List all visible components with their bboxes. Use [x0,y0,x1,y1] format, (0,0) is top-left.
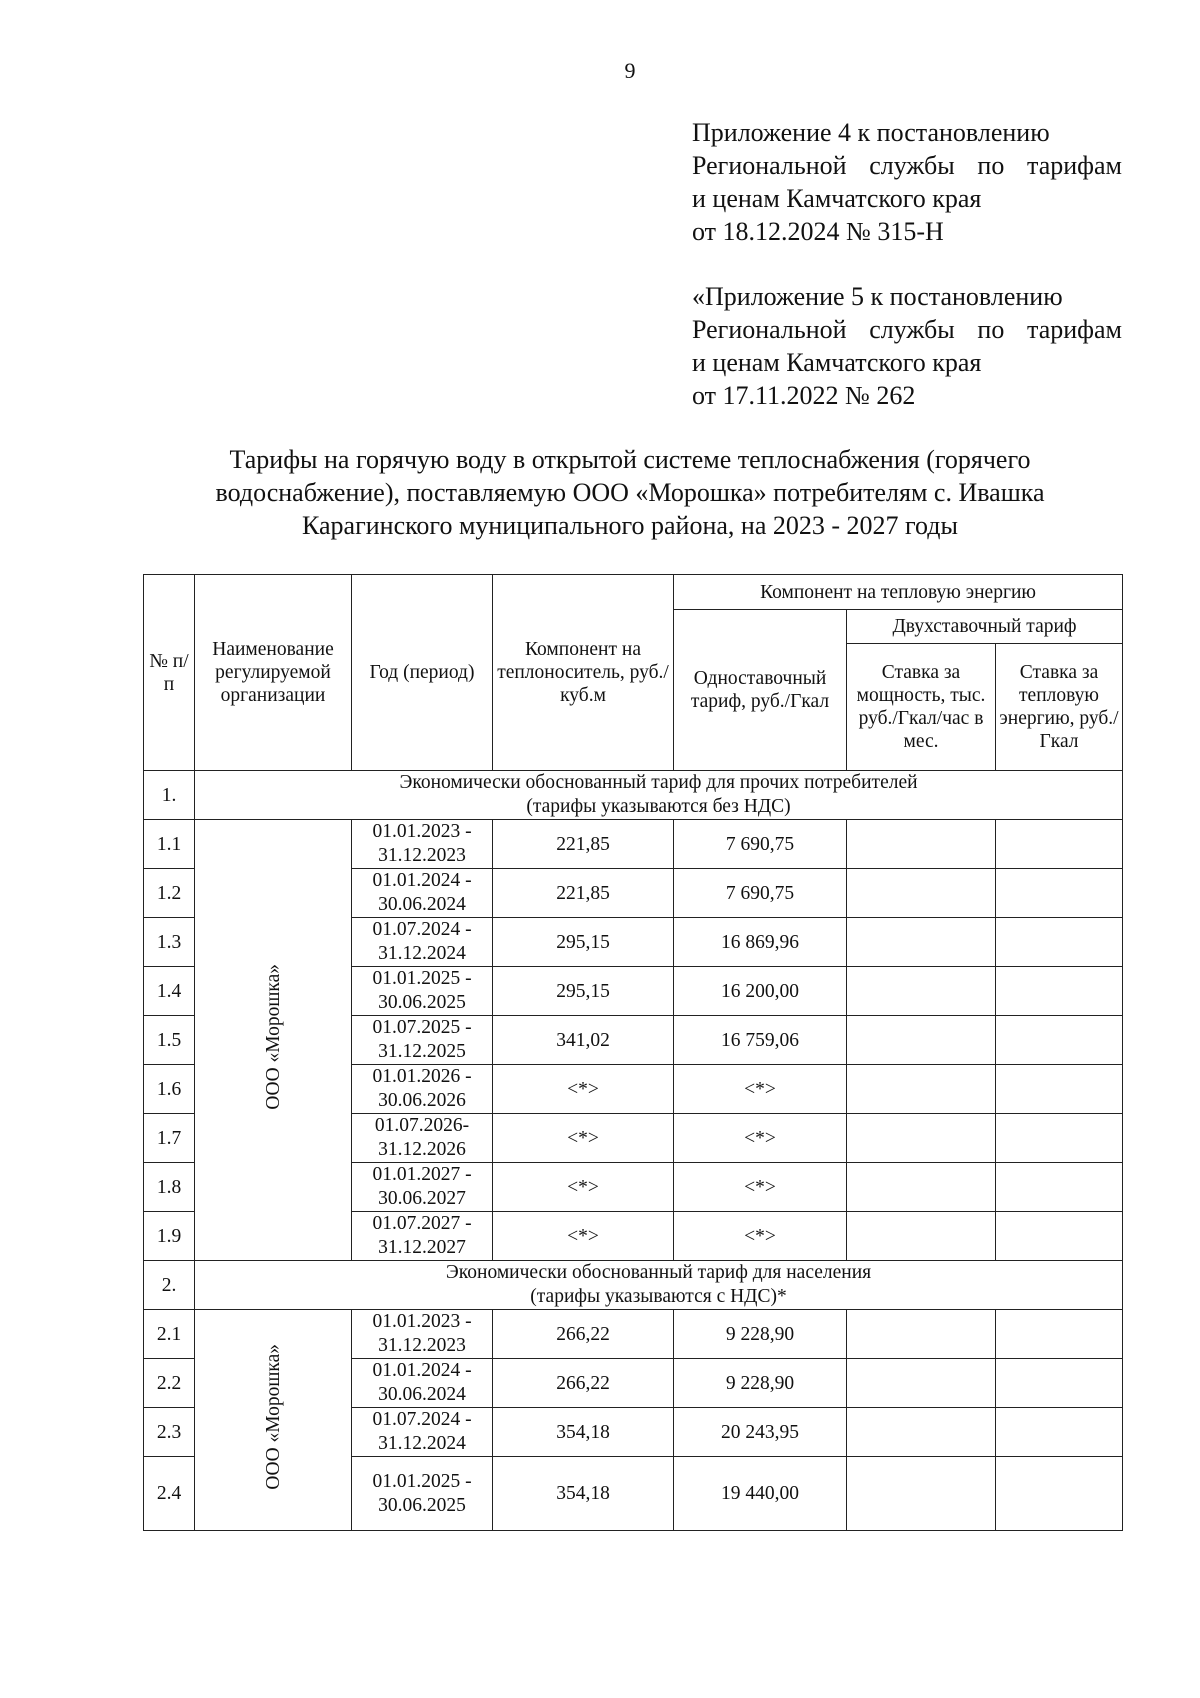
single-rate-value: 7 690,75 [674,869,847,918]
coolant-value: 266,22 [493,1359,674,1408]
row-number: 1.6 [144,1065,195,1114]
period-cell [352,1114,493,1163]
appendix-line: и ценам Камчатского края [692,184,982,213]
period-end: 30.06.2024 [378,894,466,915]
appendix-line: «Приложение 5 к постановлению [692,282,1063,311]
period-cell [352,967,493,1016]
energy-rate-value [996,1310,1123,1359]
coolant-value: 295,15 [493,918,674,967]
single-rate-value: <*> [674,1212,847,1261]
table-row [144,820,1123,869]
table-row [144,1310,1123,1359]
period-cell [352,1065,493,1114]
header-coolant: Компонент на теплоноситель, руб./куб.м [493,575,674,771]
period-cell [352,1310,493,1359]
single-rate-value: 7 690,75 [674,820,847,869]
period-end: 31.12.2023 [378,1335,466,1356]
title-line: Тарифы на горячую воду в открытой системе теплоснабжения (горячего [229,445,1031,474]
capacity-rate-value [847,869,996,918]
single-rate-value: 19 440,00 [674,1457,847,1531]
period-start: 01.01.2024 - [372,1360,472,1381]
row-number: 1.7 [144,1114,195,1163]
capacity-rate-value [847,918,996,967]
title-line: Карагинского муниципального района, на 2023 - 2027 годы [302,511,958,540]
section-title-line: (тарифы указываются без НДС) [526,796,791,817]
energy-rate-value [996,1016,1123,1065]
coolant-value: <*> [493,1163,674,1212]
section-row [144,1261,1123,1310]
section-title-line: Экономически обоснованный тариф для населения [445,1262,872,1283]
period-end: 31.12.2024 [378,1433,466,1454]
header-single-rate: Одноставочный тариф, руб./Гкал [674,610,847,771]
row-number: 1.3 [144,918,195,967]
capacity-rate-value [847,1163,996,1212]
capacity-rate-value [847,967,996,1016]
coolant-value: 354,18 [493,1408,674,1457]
appendix-reference-previous [692,280,1122,412]
period-cell [352,1163,493,1212]
coolant-value: 266,22 [493,1310,674,1359]
appendix-line: Приложение 4 к постановлению [692,118,1050,147]
organization-cell [195,820,352,1261]
appendix-line: от 17.11.2022 № 262 [692,381,916,410]
header-two-rate: Двухставочный тариф [847,610,1123,644]
organization-name: ООО «Морошка» [262,1344,284,1490]
period-cell [352,1016,493,1065]
section-title-line: Экономически обоснованный тариф для прочих потребителей [399,772,918,793]
row-number: 1.1 [144,820,195,869]
single-rate-value: 16 200,00 [674,967,847,1016]
period-cell [352,1408,493,1457]
header-row [144,575,1123,610]
appendix-line: от 18.12.2024 № 315-Н [692,217,944,246]
energy-rate-value [996,1457,1123,1531]
section-title [195,1261,1123,1310]
period-start: 01.07.2027 - [372,1213,472,1234]
period-start: 01.07.2025 - [372,1017,472,1038]
single-rate-value: <*> [674,1163,847,1212]
period-start: 01.01.2026 - [372,1066,472,1087]
energy-rate-value [996,869,1123,918]
period-end: 31.12.2025 [378,1041,466,1062]
period-cell [352,1212,493,1261]
appendix-reference-current [692,116,1122,248]
single-rate-value: <*> [674,1065,847,1114]
period-end: 30.06.2026 [378,1090,466,1111]
period-cell [352,918,493,967]
row-number: 1.8 [144,1163,195,1212]
period-end: 31.12.2027 [378,1237,466,1258]
energy-rate-value [996,1163,1123,1212]
capacity-rate-value [847,1065,996,1114]
single-rate-value: <*> [674,1114,847,1163]
period-end: 30.06.2025 [378,992,466,1013]
coolant-value: 221,85 [493,820,674,869]
energy-rate-value [996,1408,1123,1457]
period-start: 01.01.2024 - [372,870,472,891]
capacity-rate-value [847,1408,996,1457]
appendix-line: Региональной службы по тарифам [692,315,1122,344]
coolant-value: 354,18 [493,1457,674,1531]
single-rate-value: 9 228,90 [674,1310,847,1359]
coolant-value: 341,02 [493,1016,674,1065]
period-start: 01.07.2024 - [372,1409,472,1430]
capacity-rate-value [847,820,996,869]
period-start: 01.01.2023 - [372,821,472,842]
coolant-value: 295,15 [493,967,674,1016]
energy-rate-value [996,1065,1123,1114]
capacity-rate-value [847,1310,996,1359]
organization-name: ООО «Морошка» [262,964,284,1110]
period-start: 01.07.2026- [374,1115,470,1136]
period-cell [352,869,493,918]
period-end: 31.12.2026 [378,1139,466,1160]
period-end: 30.06.2024 [378,1384,466,1405]
document-title [140,443,1120,542]
capacity-rate-value [847,1457,996,1531]
row-number: 1.4 [144,967,195,1016]
energy-rate-value [996,918,1123,967]
section-number: 2. [144,1261,195,1310]
organization-cell [195,1310,352,1531]
single-rate-value: 16 759,06 [674,1016,847,1065]
period-start: 01.07.2024 - [372,919,472,940]
section-row [144,771,1123,820]
coolant-value: <*> [493,1065,674,1114]
period-end: 30.06.2027 [378,1188,466,1209]
coolant-value: <*> [493,1212,674,1261]
capacity-rate-value [847,1016,996,1065]
single-rate-value: 9 228,90 [674,1359,847,1408]
period-cell [352,1457,493,1531]
row-number: 2.4 [144,1457,195,1531]
appendix-line: Региональной службы по тарифам [692,151,1122,180]
section-title-line: (тарифы указываются с НДС)* [530,1286,787,1307]
period-end: 31.12.2023 [378,845,466,866]
single-rate-value: 20 243,95 [674,1408,847,1457]
coolant-value: <*> [493,1114,674,1163]
single-rate-value: 16 869,96 [674,918,847,967]
capacity-rate-value [847,1212,996,1261]
row-number: 1.5 [144,1016,195,1065]
period-cell [352,1359,493,1408]
capacity-rate-value [847,1359,996,1408]
energy-rate-value [996,1114,1123,1163]
row-number: 1.2 [144,869,195,918]
energy-rate-value [996,967,1123,1016]
row-number: 2.1 [144,1310,195,1359]
title-line: водоснабжение), поставляемую ООО «Морошка» потребителям с. Ивашка [215,478,1045,507]
energy-rate-value [996,1212,1123,1261]
header-energy-rate: Ставка за тепловую энергию, руб./Гкал [996,644,1123,771]
header-heat-group: Компонент на тепловую энергию [674,575,1123,610]
header-org: Наименование регулируемой организации [195,575,352,771]
row-number: 2.3 [144,1408,195,1457]
period-start: 01.01.2025 - [372,968,472,989]
period-start: 01.01.2027 - [372,1164,472,1185]
page-number: 9 [624,58,636,83]
header-num: № п/п [144,575,195,771]
energy-rate-value [996,820,1123,869]
tariff-table [143,574,1123,1531]
capacity-rate-value [847,1114,996,1163]
period-cell [352,820,493,869]
row-number: 2.2 [144,1359,195,1408]
header-capacity-rate: Ставка за мощность, тыс. руб./Гкал/час в мес. [847,644,996,771]
period-start: 01.01.2025 - [372,1470,472,1492]
row-number: 1.9 [144,1212,195,1261]
period-start: 01.01.2023 - [372,1311,472,1332]
coolant-value: 221,85 [493,869,674,918]
section-number: 1. [144,771,195,820]
section-title [195,771,1123,820]
period-end: 31.12.2024 [378,943,466,964]
appendix-line: и ценам Камчатского края [692,348,982,377]
energy-rate-value [996,1359,1123,1408]
header-period: Год (период) [352,575,493,771]
period-end: 30.06.2025 [378,1494,466,1516]
